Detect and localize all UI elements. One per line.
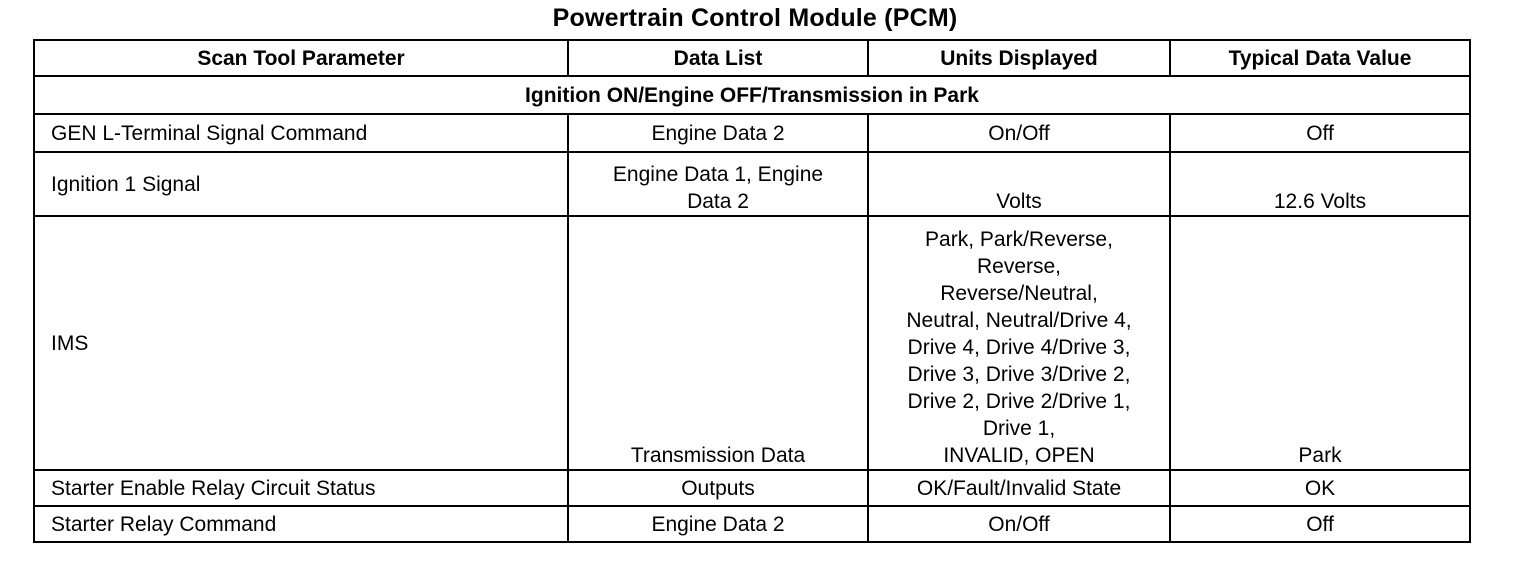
units-cell: Volts — [868, 152, 1170, 216]
typical-value-cell: Off — [1170, 506, 1470, 542]
units-text: Park, Park/Reverse, Reverse, Reverse/Neutral, Neutral, Neutral/Drive 4, Drive 4, Drive 4/Drive 3, Drive 3, Drive 3/Drive 2, Drive 2, Drive 2/Drive 1, Drive 1, INVALID, OPEN — [906, 228, 1132, 467]
units-cell: OK/Fault/Invalid State — [868, 470, 1170, 506]
data-list-cell — [568, 152, 868, 216]
units-cell: On/Off — [868, 506, 1170, 542]
table-row — [34, 470, 1470, 506]
section-heading: Ignition ON/Engine OFF/Transmission in Park — [34, 76, 1470, 114]
parameter-cell: Ignition 1 Signal — [34, 152, 568, 216]
header-typical-data-value: Typical Data Value — [1170, 40, 1470, 76]
data-list-cell: Engine Data 2 — [568, 506, 868, 542]
units-cell — [868, 216, 1170, 470]
data-list-cell: Transmission Data — [568, 216, 868, 470]
data-list-cell: Outputs — [568, 470, 868, 506]
table-row — [34, 152, 1470, 216]
typical-value-cell: Off — [1170, 114, 1470, 152]
document-title: Powertrain Control Module (PCM) — [552, 4, 958, 32]
data-list-text: Engine Data 1, Engine Data 2 — [612, 163, 824, 213]
units-cell: On/Off — [868, 114, 1170, 152]
table-row — [34, 216, 1470, 470]
table-row — [34, 114, 1470, 152]
typical-value-cell: 12.6 Volts — [1170, 152, 1470, 216]
header-data-list: Data List — [568, 40, 868, 76]
parameter-cell: IMS — [34, 216, 568, 470]
parameter-cell: GEN L-Terminal Signal Command — [34, 114, 568, 152]
table-row — [34, 506, 1470, 542]
header-units-displayed: Units Displayed — [868, 40, 1170, 76]
header-row — [34, 40, 1470, 76]
pcm-data-table — [33, 39, 1471, 543]
data-list-cell: Engine Data 2 — [568, 114, 868, 152]
parameter-cell: Starter Relay Command — [34, 506, 568, 542]
typical-value-cell: OK — [1170, 470, 1470, 506]
section-row — [34, 76, 1470, 114]
parameter-cell: Starter Enable Relay Circuit Status — [34, 470, 568, 506]
header-scan-tool-parameter: Scan Tool Parameter — [34, 40, 568, 76]
typical-value-cell: Park — [1170, 216, 1470, 470]
